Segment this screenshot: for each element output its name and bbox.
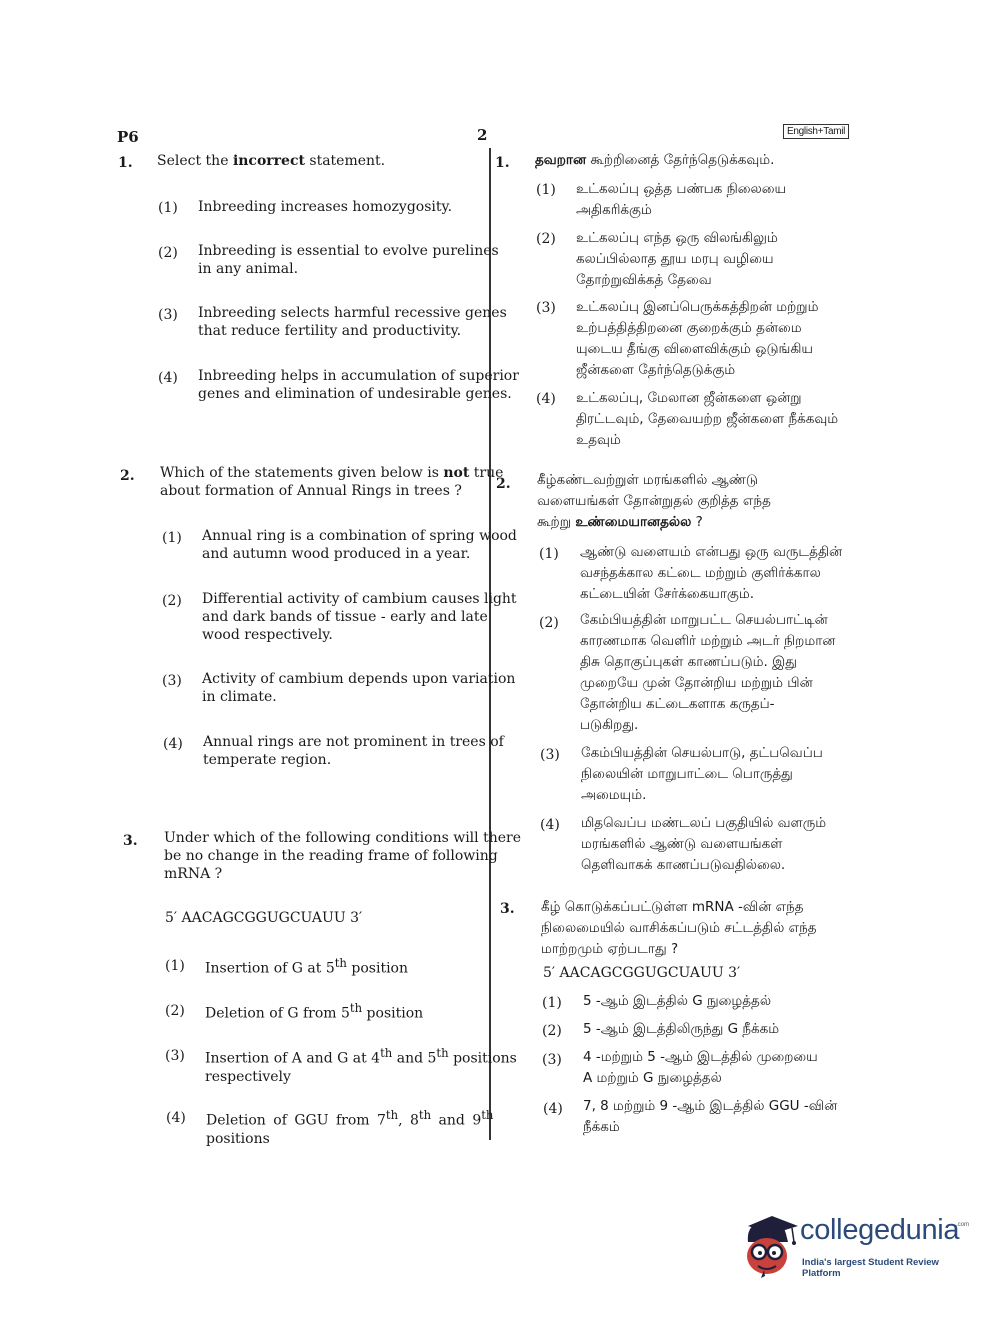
option-text: கேம்பியத்தின் செயல்பாடு, தட்பவெப்ப நிலையின் மாறுபாட்டை பொருத்து அமையும். bbox=[581, 745, 823, 803]
option-number: (3) bbox=[165, 1048, 185, 1064]
option-text: Annual ring is a combination of spring wood and autumn wood produced in a year. bbox=[202, 528, 517, 562]
option-text: Insertion of G at 5th position bbox=[205, 956, 408, 977]
logo-domain: .com bbox=[956, 1222, 970, 1228]
question-number: 1. bbox=[495, 155, 510, 171]
question-number: 3. bbox=[123, 833, 138, 849]
option-text: Inbreeding increases homozygosity. bbox=[198, 199, 453, 215]
mrna-sequence: 5′ AACAGCGGUGCUAUU 3′ bbox=[543, 965, 741, 981]
question-number: 2. bbox=[496, 476, 511, 492]
question-text: Under which of the following conditions will there be no change in the reading frame of following mRNA ? bbox=[164, 830, 521, 882]
option-number: (4) bbox=[536, 391, 556, 407]
option-text: 7, 8 மற்றும் 9 -ஆம் இடத்தில் GGU -வின் நீக்கம் bbox=[583, 1098, 838, 1135]
option-number: (3) bbox=[162, 673, 182, 689]
option-text: Activity of cambium depends upon variation in climate. bbox=[202, 671, 516, 705]
question-text: கீழ் கொடுக்கப்பட்டுள்ள mRNA -வின் எந்த நிலைமையில் வாசிக்கப்படும் சட்டத்தில் எந்த மாற்றமும் ஏற்படாது ? bbox=[541, 899, 817, 957]
paper-code: P6 bbox=[117, 128, 139, 146]
option-number: (2) bbox=[539, 615, 559, 631]
option-text: ஆண்டு வளையம் என்பது ஒரு வருடத்தின் வசந்தக்கால கட்டை மற்றும் குளிர்க்கால கட்டையின் சேர்க்கையாகும். bbox=[580, 544, 843, 602]
option-text: Insertion of A and G at 4th and 5th positions respectively bbox=[205, 1046, 517, 1085]
option-number: (4) bbox=[166, 1110, 186, 1126]
option-number: (3) bbox=[158, 307, 178, 323]
option-text: உட்கலப்பு இனப்பெருக்கத்திறன் மற்றும் உற்பத்தித்திறனை குறைக்கும் தன்மை யுடைய தீங்கு விளைவிக்கும் ஒடுங்கிய ஜீன்களை தேர்ந்தெடுக்கும் bbox=[576, 299, 819, 378]
option-number: (2) bbox=[158, 245, 178, 261]
question-text: Which of the statements given below is not true about formation of Annual Rings in trees ? bbox=[160, 465, 504, 499]
option-text: Deletion of G from 5th position bbox=[205, 1001, 424, 1022]
option-text: Inbreeding helps in accumulation of superior genes and elimination of undesirable genes. bbox=[198, 368, 519, 402]
option-text: கேம்பியத்தின் மாறுபட்ட செயல்பாட்டின் காரணமாக வெளிர் மற்றும் அடர் நிறமான திசு தொகுப்புகள் காணப்படும். இது முறையே முன் தோன்றிய மற்றும் பின் தோன்றிய கட்டைகளாக கருதப்- படுகிறது. bbox=[580, 612, 836, 733]
collegedunia-logo[interactable] bbox=[738, 1212, 978, 1282]
mascot-icon bbox=[738, 1212, 800, 1278]
option-number: (4) bbox=[158, 370, 178, 386]
option-number: (4) bbox=[540, 817, 560, 833]
option-number: (1) bbox=[162, 530, 182, 546]
question-number: 3. bbox=[500, 901, 515, 917]
language-badge: English+Tamil bbox=[783, 124, 849, 139]
option-number: (4) bbox=[163, 736, 183, 752]
option-text: Differential activity of cambium causes light and dark bands of tissue - early and late wood respectively. bbox=[202, 591, 517, 643]
option-text: 4 -மற்றும் 5 -ஆம் இடத்தில் முறையை A மற்றும் G நுழைத்தல் bbox=[583, 1049, 818, 1086]
option-number: (4) bbox=[543, 1101, 563, 1117]
option-number: (3) bbox=[536, 300, 556, 316]
option-number: (1) bbox=[542, 995, 562, 1011]
page-number: 2 bbox=[477, 126, 488, 144]
option-number: (3) bbox=[540, 747, 560, 763]
option-number: (2) bbox=[536, 231, 556, 247]
mrna-sequence: 5′ AACAGCGGUGCUAUU 3′ bbox=[165, 910, 363, 926]
option-text: 5 -ஆம் இடத்தில் G நுழைத்தல் bbox=[583, 993, 772, 1009]
logo-brand-text: collegedunia bbox=[800, 1214, 960, 1246]
option-number: (1) bbox=[536, 182, 556, 198]
option-text: மிதவெப்ப மண்டலப் பகுதியில் வளரும் மரங்களில் ஆண்டு வளையங்கள் தெளிவாகக் காணப்படுவதில்லை. bbox=[581, 815, 827, 873]
option-number: (1) bbox=[158, 200, 178, 216]
column-divider bbox=[489, 148, 491, 1140]
option-text: Inbreeding selects harmful recessive genes that reduce fertility and productivity. bbox=[198, 305, 507, 339]
option-text: உட்கலப்பு, மேலான ஜீன்களை ஒன்று திரட்டவும், தேவையற்ற ஜீன்களை நீக்கவும் உதவும் bbox=[576, 390, 839, 448]
logo-tagline: India's largest Student Review Platform bbox=[802, 1257, 939, 1279]
option-number: (2) bbox=[165, 1003, 185, 1019]
option-text: உட்கலப்பு எந்த ஒரு விலங்கிலும் கலப்பில்லாத தூய மரபு வழியை தோற்றுவிக்கத் தேவை bbox=[576, 230, 778, 288]
option-number: (2) bbox=[542, 1023, 562, 1039]
option-text: Deletion of GGU from 7th, 8th and 9th positions bbox=[206, 1108, 494, 1147]
option-text: உட்கலப்பு ஒத்த பண்பக நிலையை அதிகரிக்கும் bbox=[576, 181, 787, 218]
option-number: (1) bbox=[539, 546, 559, 562]
option-text: 5 -ஆம் இடத்திலிருந்து G நீக்கம் bbox=[583, 1021, 780, 1037]
option-text: Annual rings are not prominent in trees of temperate region. bbox=[203, 734, 504, 768]
question-number: 2. bbox=[120, 468, 135, 484]
question-text: கீழ்கண்டவற்றுள் மரங்களில் ஆண்டு வளையங்கள் தோன்றுதல் குறித்த எந்த கூற்று உண்மையானதல்ல ? bbox=[537, 472, 771, 530]
question-text: தவறான கூற்றினைத் தேர்ந்தெடுக்கவும். bbox=[535, 152, 775, 168]
option-number: (2) bbox=[162, 593, 182, 609]
option-number: (1) bbox=[165, 958, 185, 974]
question-text: Select the incorrect statement. bbox=[157, 153, 386, 169]
option-number: (3) bbox=[542, 1052, 562, 1068]
question-number: 1. bbox=[118, 155, 133, 171]
option-text: Inbreeding is essential to evolve purelines in any animal. bbox=[198, 243, 499, 277]
